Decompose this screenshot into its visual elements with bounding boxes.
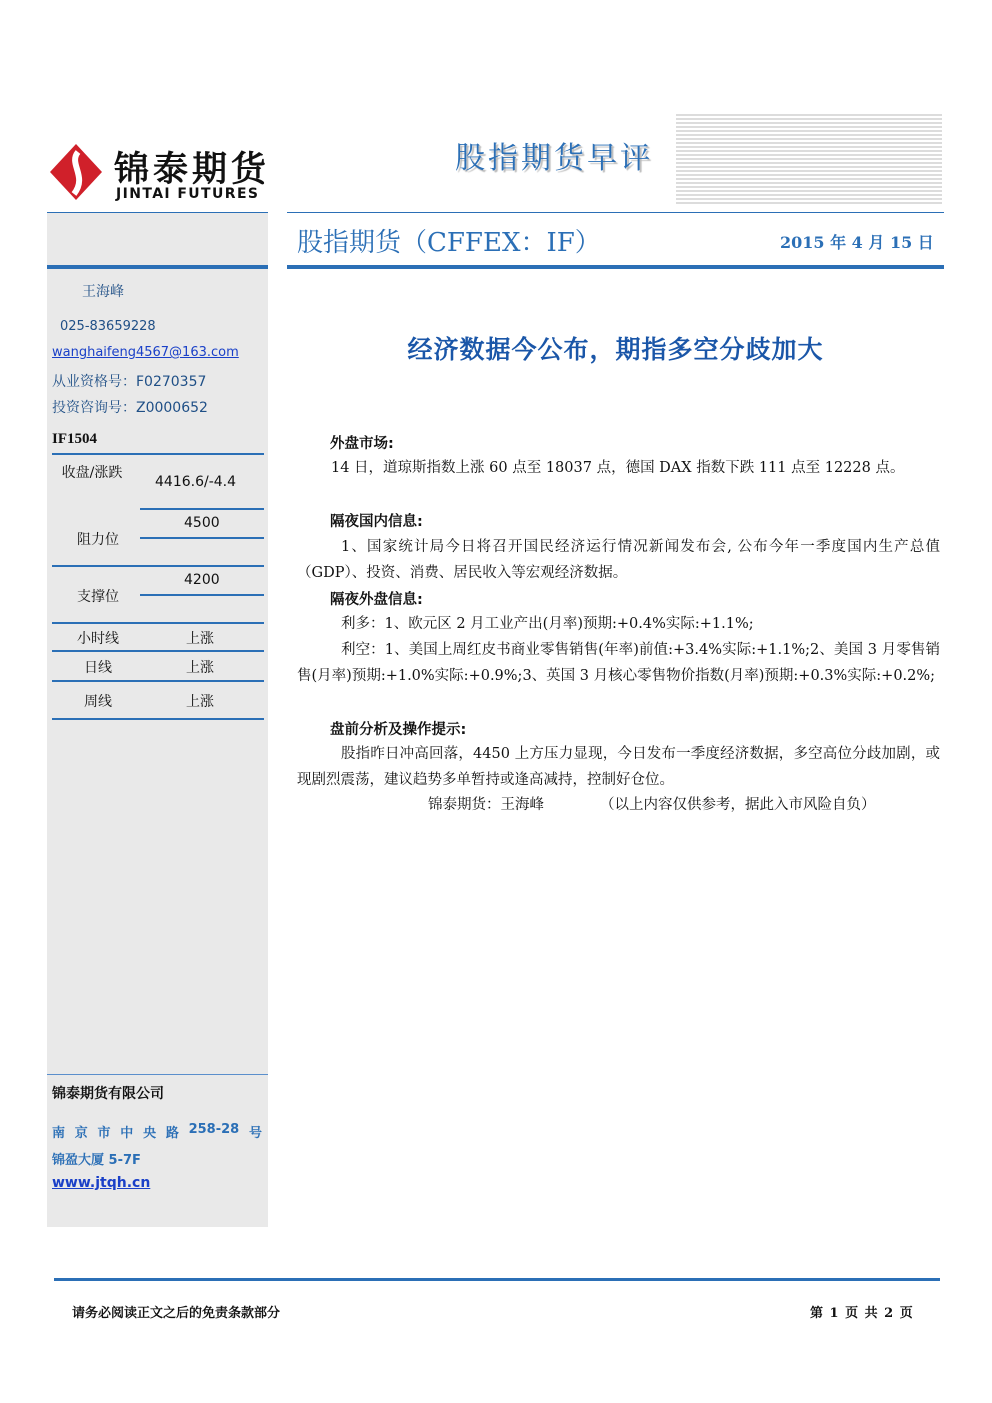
page-number: 第 1 页 共 2 页: [810, 1306, 914, 1321]
analyst-qualification: 从业资格号：F0270357: [52, 374, 207, 390]
company-logo: [48, 140, 278, 210]
domestic-heading: 隔夜国内信息:: [330, 514, 423, 530]
analysis-heading: 盘前分析及操作提示:: [330, 722, 467, 738]
domestic-paragraph: 1、国家统计局今日将召开国民经济运行情况新闻发布会, 公布今年一季度国内生产总值（GDP）、投资、消费、居民收入等宏观经济数据。: [297, 539, 940, 581]
signature: 锦泰期货：王海峰: [428, 797, 544, 813]
row-label-resistance: 阻力位: [77, 532, 119, 548]
table-rule: [140, 537, 264, 539]
foreign-bear-paragraph: 利空：1、美国上周红皮书商业零售销售(年率)前值:+3.4%实际:+1.1%;2、美国 3 月零售销售(月率)预期:+1.0%实际:+0.9%;3、英国 3 月核心零售物价指数(月率)预期:+0.3%实际:+0.2%;: [297, 642, 940, 684]
report-date: 2015 年 4 月 15 日: [780, 233, 934, 252]
logo-text-cn: 锦泰期货: [114, 150, 271, 190]
row-label-weekly: 周线: [84, 694, 112, 710]
analyst-name: 王海峰: [82, 284, 124, 300]
report-title: 股指期货早评: [455, 141, 653, 176]
table-rule: [140, 508, 264, 510]
table-rule: [52, 718, 264, 720]
row-value-support: 4200: [184, 572, 220, 588]
table-rule: [52, 622, 264, 624]
footer-rule: [54, 1278, 940, 1281]
company-address-line1: 南 京 市 中 央 路 258-28 号: [52, 1122, 262, 1141]
analysis-paragraph: 股指昨日冲高回落，4450 上方压力显现，今日发布一季度经济数据，多空高位分歧加剧，或现剧烈震荡，建议趋势多单暂持或逢高减持，控制好仓位。: [297, 746, 940, 788]
row-value-hourly: 上涨: [186, 631, 214, 647]
foreign-heading: 隔夜外盘信息:: [330, 592, 423, 608]
row-value-resistance: 4500: [184, 515, 220, 531]
row-label-hourly: 小时线: [77, 631, 119, 647]
overseas-paragraph: 14 日，道琼斯指数上涨 60 点至 18037 点，德国 DAX 指数下跌 111 点至 12228 点。: [331, 460, 905, 476]
row-label-support: 支撑位: [77, 589, 119, 605]
sidebar-footer-rule: [47, 1074, 268, 1075]
logo-text-en: JINTAI FUTURES: [116, 186, 260, 202]
foreign-bull-paragraph: 利多：1、欧元区 2 月工业产出(月率)预期:+0.4%实际:+1.1%;: [341, 616, 754, 632]
disclaimer-note: （以上内容仅供参考，据此入市风险自负）: [600, 797, 876, 813]
row-value-daily: 上涨: [186, 660, 214, 676]
row-label-close: 收盘/涨跌: [61, 465, 123, 481]
row-value-weekly: 上涨: [186, 694, 214, 710]
company-website-link[interactable]: www.jtqh.cn: [52, 1175, 151, 1191]
title-bar-top-rule: [287, 212, 944, 213]
section-title: 股指期货（CFFEX：IF）: [297, 228, 601, 258]
table-rule: [52, 650, 264, 652]
footer-disclaimer: 请务必阅读正文之后的免责条款部分: [72, 1306, 281, 1321]
row-label-daily: 日线: [84, 660, 112, 676]
analyst-phone: 025-83659228: [60, 319, 156, 334]
table-rule: [52, 680, 264, 682]
analyst-email-link[interactable]: wanghaifeng4567@163.com: [52, 345, 239, 360]
sidebar-header-bar: [47, 265, 268, 269]
table-rule: [52, 565, 264, 567]
company-name: 锦泰期货有限公司: [52, 1086, 164, 1102]
row-value-close: 4416.6/-4.4: [155, 474, 237, 490]
headline: 经济数据今公布，期指多空分歧加大: [407, 335, 824, 364]
header-stripes: [676, 114, 942, 206]
company-address-line2: 锦盈大厦 5-7F: [52, 1153, 141, 1168]
contract-code: IF1504: [52, 431, 97, 447]
logo-diamond-icon: [48, 142, 104, 202]
table-rule: [52, 453, 264, 455]
sidebar-top-rule: [47, 212, 268, 213]
table-rule: [140, 594, 264, 596]
title-bar-bottom-rule: [287, 265, 944, 269]
analyst-consulting-id: 投资咨询号：Z0000652: [52, 400, 208, 416]
overseas-heading: 外盘市场:: [330, 436, 394, 452]
